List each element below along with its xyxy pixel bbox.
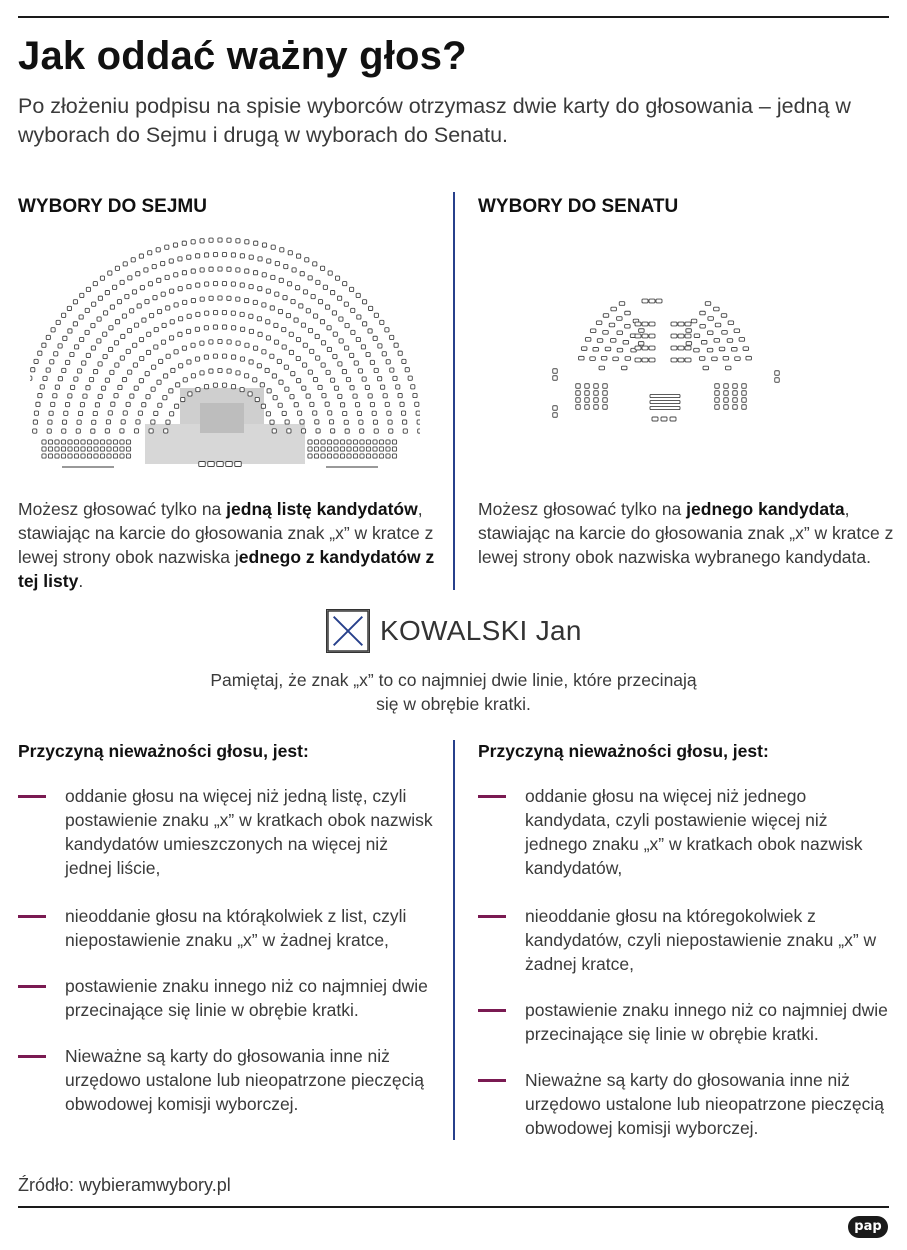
- dash-bullet: [18, 1055, 46, 1058]
- list-item: oddanie głosu na więcej niż jednego kandydata, czyli postawienie więcej niż jednego znaku „x” w kratkach obok nazwisk kandydatów,: [478, 784, 888, 880]
- dash-bullet: [478, 1009, 506, 1012]
- dash-bullet: [478, 1079, 506, 1082]
- source-text: Źródło: wybieramwybory.pl: [18, 1175, 231, 1195]
- top-rule: [18, 16, 889, 18]
- sejm-reasons-list: [18, 784, 438, 1116]
- list-item: nieoddanie głosu na którąkolwiek z list, czyli niepostawienie znaku „x” w żadnej kratce,: [18, 904, 438, 952]
- sejm-description: Możesz głosować tylko na jedną listę kandydatów, stawiając na karcie do głosowania znak „x” w kratce z lewej strony obok nazwiska jednego z kandydatów z tej listy.: [18, 499, 435, 591]
- sejm-reasons-title: Przyczyną nieważności głosu, jest:: [18, 741, 309, 761]
- list-item: oddanie głosu na więcej niż jedną listę, czyli postawienie znaku „x” w kratkach obok nazwisk kandydatów umieszczonych na więcej niż jednej liście,: [18, 784, 438, 880]
- list-item: postawienie znaku innego niż co najmniej dwie przecinające się linie w obrębie kratki.: [18, 974, 438, 1022]
- dash-bullet: [478, 795, 506, 798]
- senat-hemicycle-icon: [540, 288, 790, 438]
- intro-text: Po złożeniu podpisu na spisie wyborców otrzymasz dwie karty do głosowania – jedną w wyborach do Sejmu i drugą w wyborach do Senatu.: [18, 94, 851, 147]
- column-divider-bottom: [453, 740, 455, 1140]
- ballot-example: [326, 606, 582, 656]
- sejm-title: WYBORY DO SEJMU: [18, 196, 207, 217]
- dash-bullet: [18, 795, 46, 798]
- senat-description: Możesz głosować tylko na jednego kandydata, stawiając na karcie do głosowania znak „x” w kratce z lewej strony obok nazwiska wybranego kandydata.: [478, 499, 894, 567]
- senat-reasons-list: [478, 784, 888, 1140]
- ballot-cross-icon: [326, 609, 370, 653]
- list-item: Nieważne są karty do głosowania inne niż urzędowo ustalone lub nieopatrzone pieczęcią obwodowej komisji wyborczej.: [18, 1044, 438, 1116]
- ballot-candidate-name: KOWALSKI Jan: [380, 615, 582, 646]
- list-item: postawienie znaku innego niż co najmniej dwie przecinające się linie w obrębie kratki.: [478, 998, 888, 1046]
- list-item: Nieważne są karty do głosowania inne niż urzędowo ustalone lub nieopatrzone pieczęcią obwodowej komisji wyborczej.: [478, 1068, 888, 1140]
- list-item: nieoddanie głosu na któregokolwiek z kandydatów, czyli niepostawienie znaku „x” w żadnej kratce,: [478, 904, 888, 976]
- senat-reasons-title: Przyczyną nieważności głosu, jest:: [478, 741, 769, 761]
- dash-bullet: [478, 915, 506, 918]
- bottom-rule: [18, 1206, 889, 1208]
- page-title: Jak oddać ważny głos?: [18, 34, 467, 78]
- pap-logo: pap: [848, 1216, 888, 1238]
- reminder-text: Pamiętaj, że znak „x” to co najmniej dwie linie, które przecinają się w obrębie kratki.: [210, 670, 697, 714]
- sejm-hemicycle-icon: [30, 228, 420, 478]
- column-divider-top: [453, 192, 455, 590]
- senat-title: WYBORY DO SENATU: [478, 196, 679, 217]
- dash-bullet: [18, 915, 46, 918]
- dash-bullet: [18, 985, 46, 988]
